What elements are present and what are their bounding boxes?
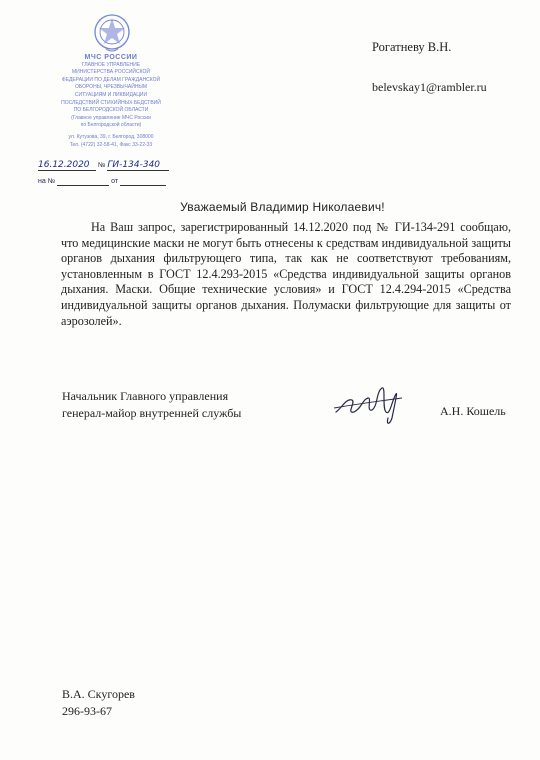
emblem-icon	[92, 12, 132, 54]
signatory-title	[62, 388, 241, 422]
recipient-email: belevskay1@rambler.ru	[372, 80, 487, 94]
address-line: Тел. (4722) 32-58-41, Факс 33-22-33	[69, 141, 153, 148]
org-line: ПО БЕЛГОРОДСКОЙ ОБЛАСТИ	[73, 107, 149, 114]
org-line: (Главное управление МЧС России	[71, 114, 151, 121]
letterhead-stamp	[28, 10, 188, 190]
reg-prefix: №	[97, 162, 106, 169]
letterhead-text	[36, 54, 186, 149]
reg-number: ГИ-134-340	[107, 160, 169, 171]
salutation-wrap	[0, 200, 540, 214]
executor-info	[62, 686, 135, 720]
salutation: Уважаемый Владимир Николаевич!	[180, 200, 385, 214]
signatory-title-line: Начальник Главного управления	[62, 389, 229, 403]
recipient-name: Рогатневу В.Н.	[372, 40, 452, 54]
org-line: ОБОРОНЫ, ЧРЕЗВЫЧАЙНЫМ	[74, 84, 148, 91]
org-line: ГЛАВНОЕ УПРАВЛЕНИЕ	[81, 61, 141, 68]
signatory-name: А.Н. Кошель	[440, 404, 506, 418]
ref-from: от	[111, 178, 119, 185]
ref-number-blank	[57, 178, 109, 186]
org-line: ФЕДЕРАЦИИ ПО ДЕЛАМ ГРАЖДАНСКОЙ	[61, 76, 161, 83]
org-line: ПОСЛЕДСТВИЙ СТИХИЙНЫХ БЕДСТВИЙ	[61, 99, 161, 106]
org-line: СИТУАЦИЯМ И ЛИКВИДАЦИИ	[74, 91, 148, 98]
address-line: ул. Кутузова, 39, г. Белгород, 308000	[68, 133, 154, 140]
org-line: по Белгородской области)	[80, 122, 142, 129]
reference-line	[38, 178, 166, 186]
executor-name: В.А. Скугорев	[62, 687, 135, 701]
executor-phone: 296-93-67	[62, 704, 112, 718]
org-line: МИНИСТЕРСТВА РОССИЙСКОЙ	[72, 69, 150, 76]
org-line: МЧС РОССИИ	[84, 54, 138, 61]
registration-line	[38, 160, 169, 171]
reg-date: 16.12.2020	[38, 160, 96, 171]
letter-body: На Ваш запрос, зарегистрированный 14.12.2020 под № ГИ-134-291 сообщаю, что медицинские маски не могут быть отнесены к средствам индивидуальной защиты органов дыхания фильтрующего типа, так как не соответствуют требованиям, установленным в ГОСТ 12.4.293-2015 «Средства индивидуальной защиты органов дыхания. Маски. Общие технические условия» и ГОСТ 12.4.294-2015 «Средства индивидуальной защиты органов дыхания. Полумаски фильтрующие для защиты от аэрозолей».	[61, 220, 511, 328]
handwritten-signature	[332, 378, 412, 428]
ref-date-blank	[120, 178, 166, 186]
ref-prefix: на №	[38, 178, 56, 185]
signatory-title-line: генерал-майор внутренней службы	[62, 406, 242, 420]
